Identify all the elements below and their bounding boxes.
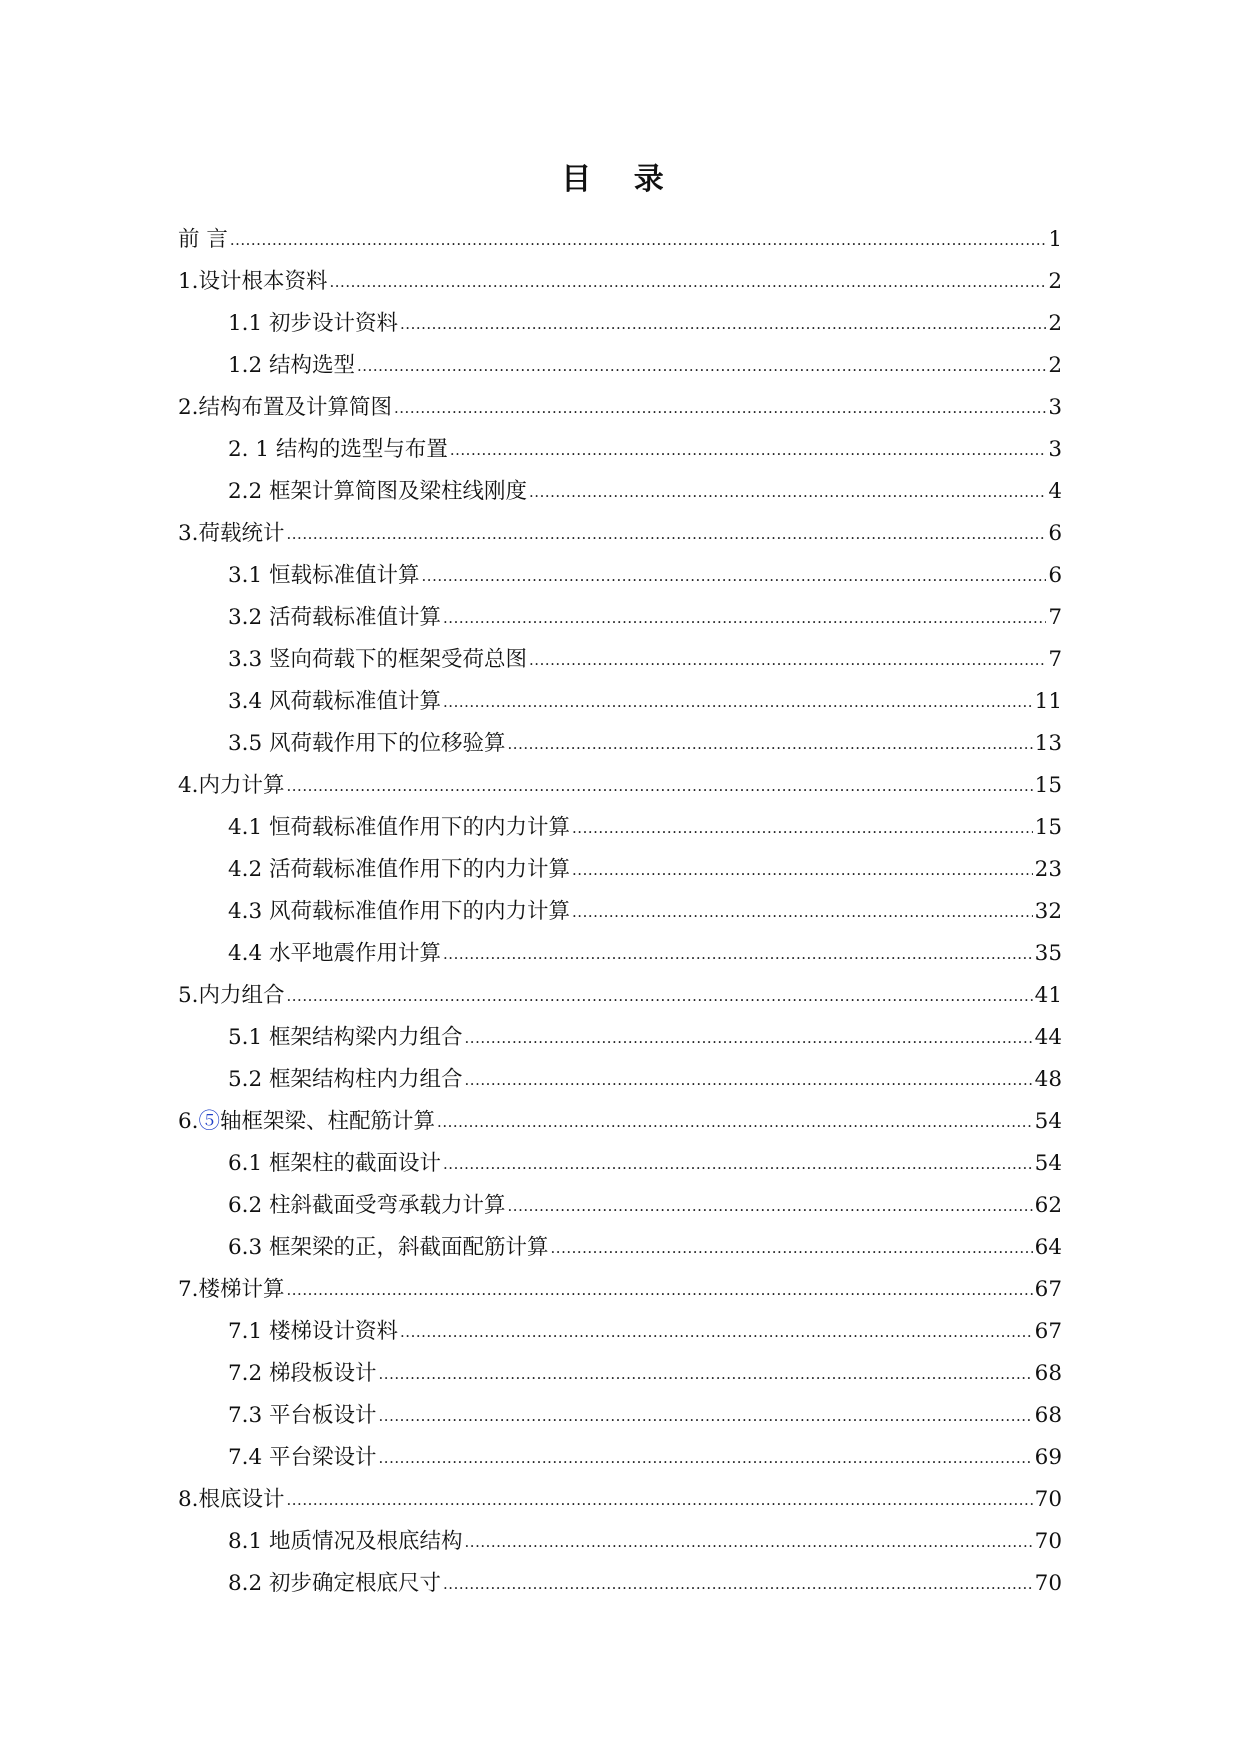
circled-number-mark: ⑤ <box>198 1109 221 1134</box>
toc-entry-title: 8.2 初步确定根底尺寸 <box>228 1571 442 1596</box>
toc-section-entry <box>178 681 1062 723</box>
toc-chapter-entry <box>178 765 1062 807</box>
toc-entry-title: 8.1 地质情况及根底结构 <box>228 1529 463 1554</box>
toc-section-entry <box>178 849 1062 891</box>
toc-section-entry <box>178 1059 1062 1101</box>
toc-entry-title: 6.1 框架柱的截面设计 <box>228 1151 442 1176</box>
toc-entry-title-prefix: 6. <box>178 1109 199 1134</box>
toc-section-entry <box>178 1563 1062 1605</box>
toc-section-entry <box>178 471 1062 513</box>
toc-entry-title <box>178 1101 435 1143</box>
toc-page-number: 64 <box>1034 1235 1062 1260</box>
dot-leader <box>443 1563 1033 1605</box>
toc-entry-title: 4.1 恒荷载标准值作用下的内力计算 <box>228 815 571 840</box>
toc-section-entry <box>178 1395 1062 1437</box>
toc-page-number: 54 <box>1034 1151 1062 1176</box>
toc-page-number: 68 <box>1034 1361 1062 1386</box>
toc-section-entry <box>178 1311 1062 1353</box>
toc-page-number: 54 <box>1034 1109 1062 1134</box>
toc-entry-title: 6.3 框架梁的正，斜截面配筋计算 <box>228 1235 549 1260</box>
toc-chapter-entry <box>178 219 1062 261</box>
toc-page-number: 48 <box>1034 1067 1062 1092</box>
toc-page-number: 15 <box>1034 815 1062 840</box>
toc-page-number: 13 <box>1034 731 1062 756</box>
toc-entry-title: 1.2 结构选型 <box>228 353 356 378</box>
toc-chapter-entry <box>178 513 1062 555</box>
toc-entry-title: 4.3 风荷载标准值作用下的内力计算 <box>228 899 571 924</box>
toc-entry-title: 前 言 <box>178 227 228 252</box>
toc-entry-title: 3.5 风荷载作用下的位移验算 <box>228 731 506 756</box>
toc-section-entry <box>178 1143 1062 1185</box>
toc-section-entry <box>178 1521 1062 1563</box>
dot-leader <box>287 1479 1033 1521</box>
toc-entry-title: 7.楼梯计算 <box>178 1277 285 1302</box>
dot-leader <box>287 1269 1033 1311</box>
toc-entry-title: 5.1 框架结构梁内力组合 <box>228 1025 463 1050</box>
toc-section-entry <box>178 555 1062 597</box>
dot-leader <box>394 387 1046 429</box>
toc-section-entry <box>178 639 1062 681</box>
toc-page-number: 62 <box>1034 1193 1062 1218</box>
toc-page-number: 1 <box>1048 227 1062 252</box>
toc-entry-title: 3.4 风荷载标准值计算 <box>228 689 442 714</box>
dot-leader <box>287 513 1047 555</box>
dot-leader <box>465 1521 1033 1563</box>
dot-leader <box>437 1101 1033 1143</box>
toc-entry-title: 2.结构布置及计算简图 <box>178 395 393 420</box>
toc-section-entry <box>178 429 1062 471</box>
toc-section-entry <box>178 1227 1062 1269</box>
toc-entry-title: 3.1 恒载标准值计算 <box>228 563 420 588</box>
dot-leader <box>508 1185 1033 1227</box>
dot-leader <box>551 1227 1033 1269</box>
toc-entry-title: 8.根底设计 <box>178 1487 285 1512</box>
dot-leader <box>450 429 1046 471</box>
toc-page-number: 2 <box>1048 353 1062 378</box>
toc-page-number: 41 <box>1034 983 1062 1008</box>
dot-leader <box>287 975 1033 1017</box>
dot-leader <box>400 1311 1033 1353</box>
toc-chapter-entry <box>178 387 1062 429</box>
toc-page-number: 69 <box>1034 1445 1062 1470</box>
toc-section-entry <box>178 723 1062 765</box>
toc-chapter-entry <box>178 975 1062 1017</box>
dot-leader <box>330 261 1047 303</box>
toc-section-entry <box>178 1185 1062 1227</box>
toc-page-number: 7 <box>1048 605 1062 630</box>
toc-section-entry <box>178 303 1062 345</box>
dot-leader <box>465 1017 1033 1059</box>
toc-entry-title: 4.4 水平地震作用计算 <box>228 941 442 966</box>
toc-entry-title: 2.2 框架计算简图及梁柱线刚度 <box>228 479 528 504</box>
toc-page-number: 23 <box>1034 857 1062 882</box>
dot-leader <box>422 555 1047 597</box>
dot-leader <box>357 345 1046 387</box>
toc-page-number: 7 <box>1048 647 1062 672</box>
dot-leader <box>572 849 1033 891</box>
dot-leader <box>379 1395 1033 1437</box>
toc-section-entry <box>178 597 1062 639</box>
toc-page-number: 70 <box>1034 1529 1062 1554</box>
toc-page-number: 3 <box>1048 437 1062 462</box>
dot-leader <box>287 765 1033 807</box>
toc-page-number: 68 <box>1034 1403 1062 1428</box>
toc-entry-title: 1.设计根本资料 <box>178 269 328 294</box>
toc-page-number: 6 <box>1048 563 1062 588</box>
dot-leader <box>572 891 1033 933</box>
toc-page-number: 67 <box>1034 1319 1062 1344</box>
toc-page-number: 4 <box>1048 479 1062 504</box>
dot-leader <box>400 303 1046 345</box>
dot-leader <box>508 723 1033 765</box>
toc-entry-title: 5.内力组合 <box>178 983 285 1008</box>
toc-chapter-entry <box>178 1269 1062 1311</box>
toc-entry-title: 3.2 活荷载标准值计算 <box>228 605 442 630</box>
toc-entry-title: 2. 1 结构的选型与布置 <box>228 437 448 462</box>
page-title: 目 录 <box>561 162 680 197</box>
dot-leader <box>443 933 1033 975</box>
toc-entry-title: 7.4 平台梁设计 <box>228 1445 377 1470</box>
toc-entry-title: 3.3 竖向荷载下的框架受荷总图 <box>228 647 528 672</box>
table-of-contents <box>178 219 1062 1605</box>
toc-page-number: 70 <box>1034 1487 1062 1512</box>
dot-leader <box>465 1059 1033 1101</box>
toc-section-entry <box>178 345 1062 387</box>
toc-entry-title-suffix: 轴框架梁、柱配筋计算 <box>220 1109 436 1134</box>
toc-section-entry <box>178 807 1062 849</box>
toc-page-number: 67 <box>1034 1277 1062 1302</box>
toc-entry-title: 7.2 梯段板设计 <box>228 1361 377 1386</box>
dot-leader <box>443 597 1046 639</box>
toc-chapter-entry <box>178 1101 1062 1143</box>
toc-entry-title: 1.1 初步设计资料 <box>228 311 399 336</box>
dot-leader <box>230 219 1046 261</box>
dot-leader <box>443 681 1033 723</box>
dot-leader <box>379 1353 1033 1395</box>
toc-entry-title: 4.内力计算 <box>178 773 285 798</box>
toc-page-number: 70 <box>1034 1571 1062 1596</box>
toc-entry-title: 3.荷载统计 <box>178 521 285 546</box>
toc-entry-title: 6.2 柱斜截面受弯承载力计算 <box>228 1193 506 1218</box>
toc-page-number: 44 <box>1034 1025 1062 1050</box>
dot-leader <box>443 1143 1033 1185</box>
toc-page-number: 6 <box>1048 521 1062 546</box>
toc-page-number: 35 <box>1034 941 1062 966</box>
toc-page-number: 11 <box>1034 689 1062 714</box>
toc-page-number: 32 <box>1034 899 1062 924</box>
toc-page-number: 2 <box>1048 269 1062 294</box>
dot-leader <box>529 639 1046 681</box>
toc-page-number: 3 <box>1048 395 1062 420</box>
dot-leader <box>379 1437 1033 1479</box>
toc-entry-title: 7.3 平台板设计 <box>228 1403 377 1428</box>
toc-section-entry <box>178 933 1062 975</box>
toc-entry-title: 7.1 楼梯设计资料 <box>228 1319 399 1344</box>
toc-section-entry <box>178 1017 1062 1059</box>
toc-section-entry <box>178 1353 1062 1395</box>
dot-leader <box>572 807 1033 849</box>
toc-section-entry <box>178 891 1062 933</box>
toc-section-entry <box>178 1437 1062 1479</box>
toc-entry-title: 5.2 框架结构柱内力组合 <box>228 1067 463 1092</box>
toc-entry-title: 4.2 活荷载标准值作用下的内力计算 <box>228 857 571 882</box>
toc-chapter-entry <box>178 1479 1062 1521</box>
dot-leader <box>529 471 1046 513</box>
toc-page-number: 2 <box>1048 311 1062 336</box>
toc-page-number: 15 <box>1034 773 1062 798</box>
toc-chapter-entry <box>178 261 1062 303</box>
